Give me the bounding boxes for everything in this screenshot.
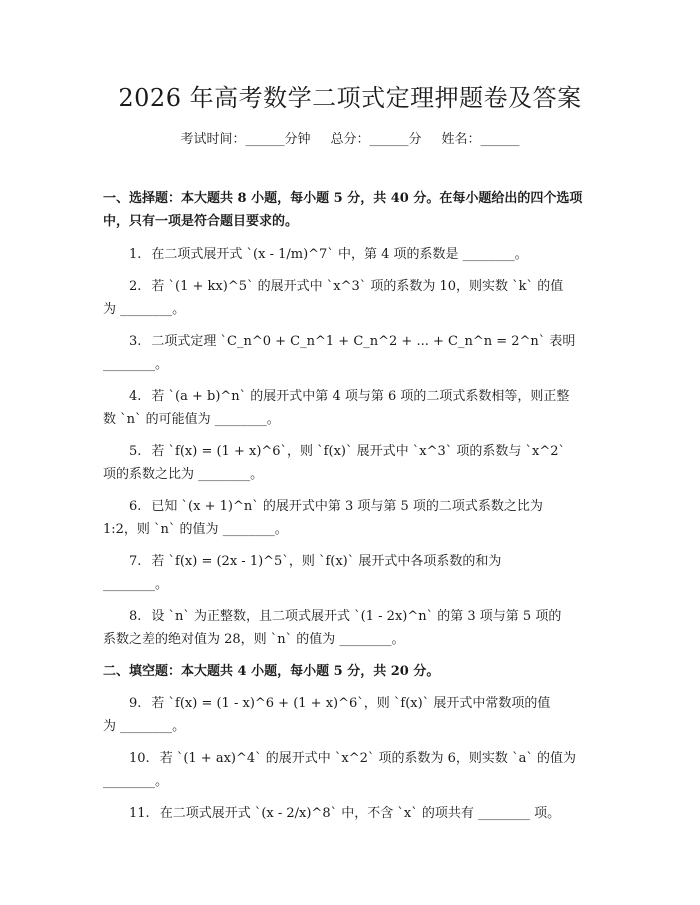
question-item	[103, 605, 597, 628]
section-heading	[103, 187, 597, 233]
section-fill-in	[103, 660, 597, 825]
question-item	[103, 385, 597, 408]
question-text: 在二项式展开式 `(x - 1/m)^7` 中，第 4 项的系数是 ________。	[151, 247, 528, 262]
question-number: 11.	[129, 806, 150, 821]
student-name-field: 姓名：______	[441, 132, 520, 147]
question-text: 若 `f(x) = (1 + x)^6`，则 `f(x)` 展开式中 `x^3` 项的系数与 `x^2`	[151, 444, 565, 459]
question-item	[103, 692, 597, 715]
exam-body	[103, 187, 597, 825]
question-continuation: ________。	[103, 774, 169, 789]
question-continuation: 系数之差的绝对值为 28，则 `n` 的值为 ________。	[103, 632, 405, 647]
question-item	[103, 495, 597, 518]
question-text: 若 `(1 + kx)^5` 的展开式中 `x^3` 项的系数为 10，则实数 `k` 的值	[151, 279, 564, 294]
question-number: 7.	[129, 554, 142, 569]
question-number: 3.	[129, 334, 142, 349]
question-item	[103, 330, 597, 353]
question-item	[103, 440, 597, 463]
question-item	[103, 747, 597, 770]
question-continuation: 1:2，则 `n` 的值为 ________。	[103, 522, 288, 537]
section-heading-line: 一、选择题：本大题共 8 小题，每小题 5 分，共 40 分。在每小题给出的四个选项	[103, 191, 583, 206]
question-number: 5.	[129, 444, 142, 459]
question-continuation: ________。	[103, 577, 169, 592]
question-text: 在二项式展开式 `(x - 2/x)^8` 中，不含 `x` 的项共有 ________ 项。	[159, 806, 561, 821]
exam-info-line	[0, 130, 700, 150]
question-continuation: 为 ________。	[103, 302, 186, 317]
question-item	[103, 550, 597, 573]
question-text: 若 `(a + b)^n` 的展开式中第 4 项与第 6 项的二项式系数相等，则正整	[151, 389, 570, 404]
question-number: 8.	[129, 609, 142, 624]
question-number: 6.	[129, 499, 142, 514]
question-number: 9.	[129, 696, 142, 711]
section-heading-line: 中，只有一项是符合题目要求的。	[103, 214, 299, 229]
question-number: 10.	[129, 751, 150, 766]
question-text: 若 `f(x) = (2x - 1)^5`，则 `f(x)` 展开式中各项系数的和为	[151, 554, 502, 569]
section-choice	[103, 187, 597, 651]
question-text: 设 `n` 为正整数，且二项式展开式 `(1 - 2x)^n` 的第 3 项与第 5 项的	[151, 609, 562, 624]
question-number: 2.	[129, 279, 142, 294]
question-text: 若 `f(x) = (1 - x)^6 + (1 + x)^6`，则 `f(x)` 展开式中常数项的值	[151, 696, 551, 711]
question-text: 若 `(1 + ax)^4` 的展开式中 `x^2` 项的系数为 6，则实数 `a` 的值为	[159, 751, 576, 766]
exam-score-field: 总分：______分	[330, 132, 422, 147]
question-item	[103, 802, 597, 825]
question-number: 4.	[129, 389, 142, 404]
question-item	[103, 243, 597, 266]
question-item	[103, 275, 597, 298]
question-continuation: ________。	[103, 357, 169, 372]
page-title: 2026 年高考数学二项式定理押题卷及答案	[118, 84, 582, 112]
section-heading	[103, 660, 597, 683]
question-text: 二项式定理 `C_n^0 + C_n^1 + C_n^2 + ... + C_n^n = 2^n` 表明	[151, 334, 576, 349]
exam-time-field: 考试时间：______分钟	[180, 132, 311, 147]
question-continuation: 为 ________。	[103, 719, 186, 734]
question-text: 已知 `(x + 1)^n` 的展开式中第 3 项与第 5 项的二项式系数之比为	[151, 499, 543, 514]
section-heading-line: 二、填空题：本大题共 4 小题，每小题 5 分，共 20 分。	[103, 664, 440, 679]
question-number: 1.	[129, 247, 142, 262]
question-continuation: 数 `n` 的可能值为 ________。	[103, 412, 280, 427]
question-continuation: 项的系数之比为 ________。	[103, 467, 264, 482]
